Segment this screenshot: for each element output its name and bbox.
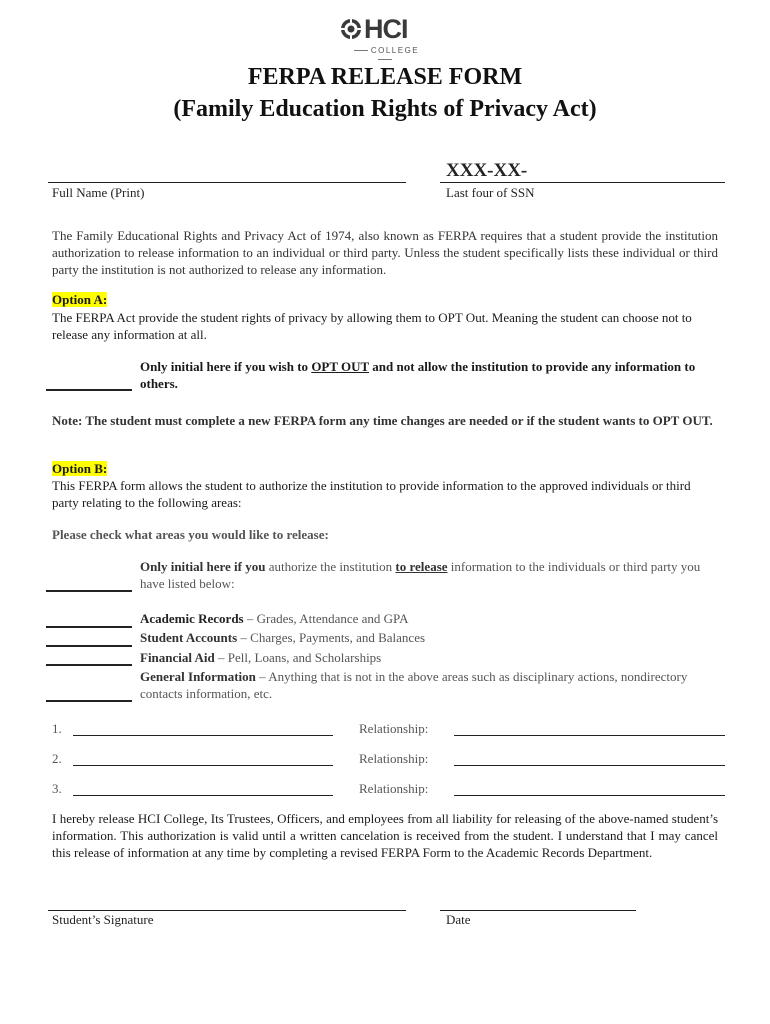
form-title: FERPA RELEASE FORM [247, 64, 523, 90]
contact-2-name-field[interactable] [73, 765, 333, 766]
contact-2-relationship-field[interactable] [454, 765, 725, 766]
student-accounts-check-field[interactable] [46, 645, 132, 647]
contact-3-relationship-label: Relationship: [359, 781, 429, 796]
intro-paragraph: The Family Educational Rights and Privacy Act of 1974, also known as FERPA requires that a student provide the institution authorization to release information to an individual or third party. Unless the student specifically lists these individual or third party the institution is not authorized to release any information. [52, 228, 718, 277]
financial-aid-check-field[interactable] [46, 664, 132, 666]
date-label: Date [446, 912, 471, 927]
area-academic-records: Academic Records – Grades, Attendance and GPA [140, 611, 409, 626]
contact-1-number: 1. [52, 721, 62, 736]
general-information-check-field[interactable] [46, 700, 132, 702]
note-text: Note: The student must complete a new FERPA form any time changes are needed or if the student wants to OPT OUT. [52, 413, 713, 428]
contact-3-relationship-field[interactable] [454, 795, 725, 796]
signature-label: Student’s Signature [52, 912, 154, 927]
logo-wordmark: HCI [364, 14, 408, 44]
signature-field[interactable] [48, 910, 406, 911]
date-field[interactable] [440, 910, 636, 911]
contact-1-relationship-label: Relationship: [359, 721, 429, 736]
option-a-heading: Option A: [52, 292, 108, 307]
contact-3-name-field[interactable] [73, 795, 333, 796]
contact-1-name-field[interactable] [73, 735, 333, 736]
full-name-field[interactable] [48, 182, 406, 183]
form-subtitle: (Family Education Rights of Privacy Act) [173, 96, 597, 122]
opt-out-instruction: Only initial here if you wish to OPT OUT and not allow the institution to provide any information to others. [140, 359, 696, 391]
option-a-text: The FERPA Act provide the student rights of privacy by allowing them to OPT Out. Meaning the student can choose not to release any information at all. [52, 310, 692, 342]
hci-college-logo [340, 14, 432, 58]
ssn-field[interactable] [440, 182, 725, 183]
area-general-information: General Information – Anything that is not in the above areas such as disciplinary actions, nondirectory contacts information, etc. [140, 669, 688, 701]
release-instruction: Only initial here if you authorize the institution to release information to the individuals or third party you have listed below: [140, 559, 701, 591]
release-initial-field[interactable] [46, 590, 132, 592]
check-prompt: Please check what areas you would like to release: [52, 527, 329, 542]
contact-2-relationship-label: Relationship: [359, 751, 429, 766]
full-name-label: Full Name (Print) [52, 185, 145, 200]
contact-3-number: 3. [52, 781, 62, 796]
option-b-text: This FERPA form allows the student to authorize the institution to provide information to the approved individuals or third party relating to the following areas: [52, 478, 691, 510]
opt-out-initial-field[interactable] [46, 389, 132, 391]
ssn-label: Last four of SSN [446, 185, 535, 200]
release-paragraph: I hereby release HCI College, Its Trustees, Officers, and employees from all liability for releasing of the above-named student’s information. This authorization is valid until a written cancelation is received from the student. I understand that I may cancel this release of information at any time by completing a revised FERPA Form to the Academic Records Department. [52, 811, 718, 860]
academic-records-check-field[interactable] [46, 626, 132, 628]
contact-1-relationship-field[interactable] [454, 735, 725, 736]
logo-subtitle: COLLEGE [342, 46, 428, 64]
area-financial-aid: Financial Aid – Pell, Loans, and Scholarships [140, 650, 382, 665]
option-b-heading: Option B: [52, 461, 108, 476]
ssn-value: XXX-XX- [446, 160, 528, 181]
contact-2-number: 2. [52, 751, 62, 766]
area-student-accounts: Student Accounts – Charges, Payments, and Balances [140, 630, 426, 645]
emblem-icon [340, 18, 362, 40]
